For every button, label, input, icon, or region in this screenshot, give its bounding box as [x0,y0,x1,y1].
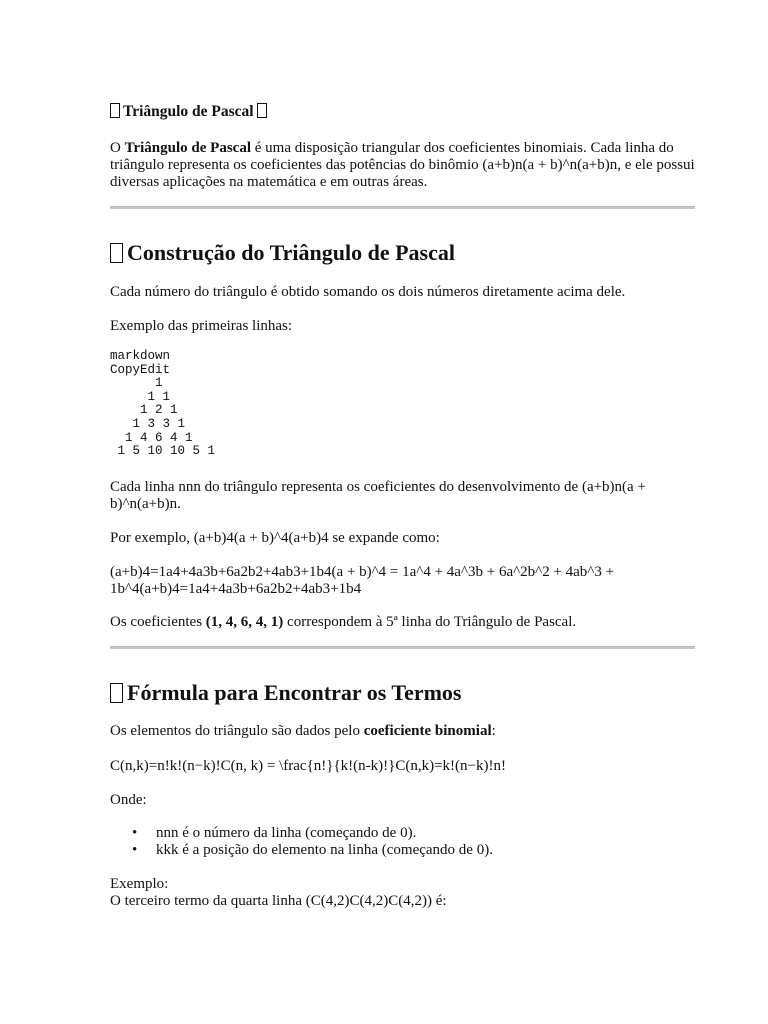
code-block: markdown CopyEdit 1 1 1 1 2 1 1 3 3 1 1 4 6 4 1 1 5 10 10 5 1 [110,349,216,459]
paragraph: Exemplo: [110,876,169,892]
missing-glyph-icon [257,103,267,118]
section-title: Triângulo de Pascal [110,103,270,120]
section-heading: Fórmula para Encontrar os Termos [110,680,461,706]
paragraph: Exemplo das primeiras linhas: [110,318,293,334]
paragraph: Onde: [110,792,147,808]
bullet-list [110,825,696,859]
paragraph: Os elementos do triângulo são dados pelo coeficiente binomial: [110,723,496,739]
list-item: • kkk é a posição do elemento na linha (começando de 0). [156,842,696,859]
paragraph: (a+b)4=1a4+4a3b+6a2b2+4ab3+1b4(a + b)^4 = 1a^4 + 4a^3b + 6a^2b^2 + 4ab^3 + 1b^4(a+b)4=1a4+4a3b+6a2b2+4ab3+1b4 [110,564,615,597]
missing-glyph-icon [110,103,120,118]
list-item: • nnn é o número da linha (começando de 0). [156,825,696,842]
paragraph: Cada linha nnn do triângulo representa os coeficientes do desenvolvimento de (a+b)n(a + b)^n(a+b)n. [110,479,646,512]
paragraph: Os coeficientes (1, 4, 6, 4, 1) correspondem à 5ª linha do Triângulo de Pascal. [110,614,577,630]
paragraph: O terceiro termo da quarta linha (C(4,2)C(4,2)C(4,2)) é: [110,893,447,909]
missing-glyph-icon [110,683,123,703]
paragraph: Cada número do triângulo é obtido somando os dois números diretamente acima dele. [110,284,626,300]
section-heading: Construção do Triângulo de Pascal [110,240,455,266]
missing-glyph-icon [110,243,123,263]
copy-edit-label: CopyEdit [110,362,171,377]
divider [110,206,695,209]
formula-line: C(n,k)=n!k!(n−k)!C(n, k) = \frac{n!}{k!(n-k)!}C(n,k)=k!(n−k)!n! [110,758,506,774]
intro-paragraph: O Triângulo de Pascal é uma disposição triangular dos coeficientes binomiais. Cada linha do triângulo representa os coeficientes das potências do binômio (a+b)n(a + b)^n(a+b)n, e ele possui diversas aplicações na matemática e em outras áreas. [110,140,695,190]
code-language-label: markdown [110,349,171,363]
divider [110,646,695,649]
paragraph: Por exemplo, (a+b)4(a + b)^4(a+b)4 se expande como: [110,530,440,546]
